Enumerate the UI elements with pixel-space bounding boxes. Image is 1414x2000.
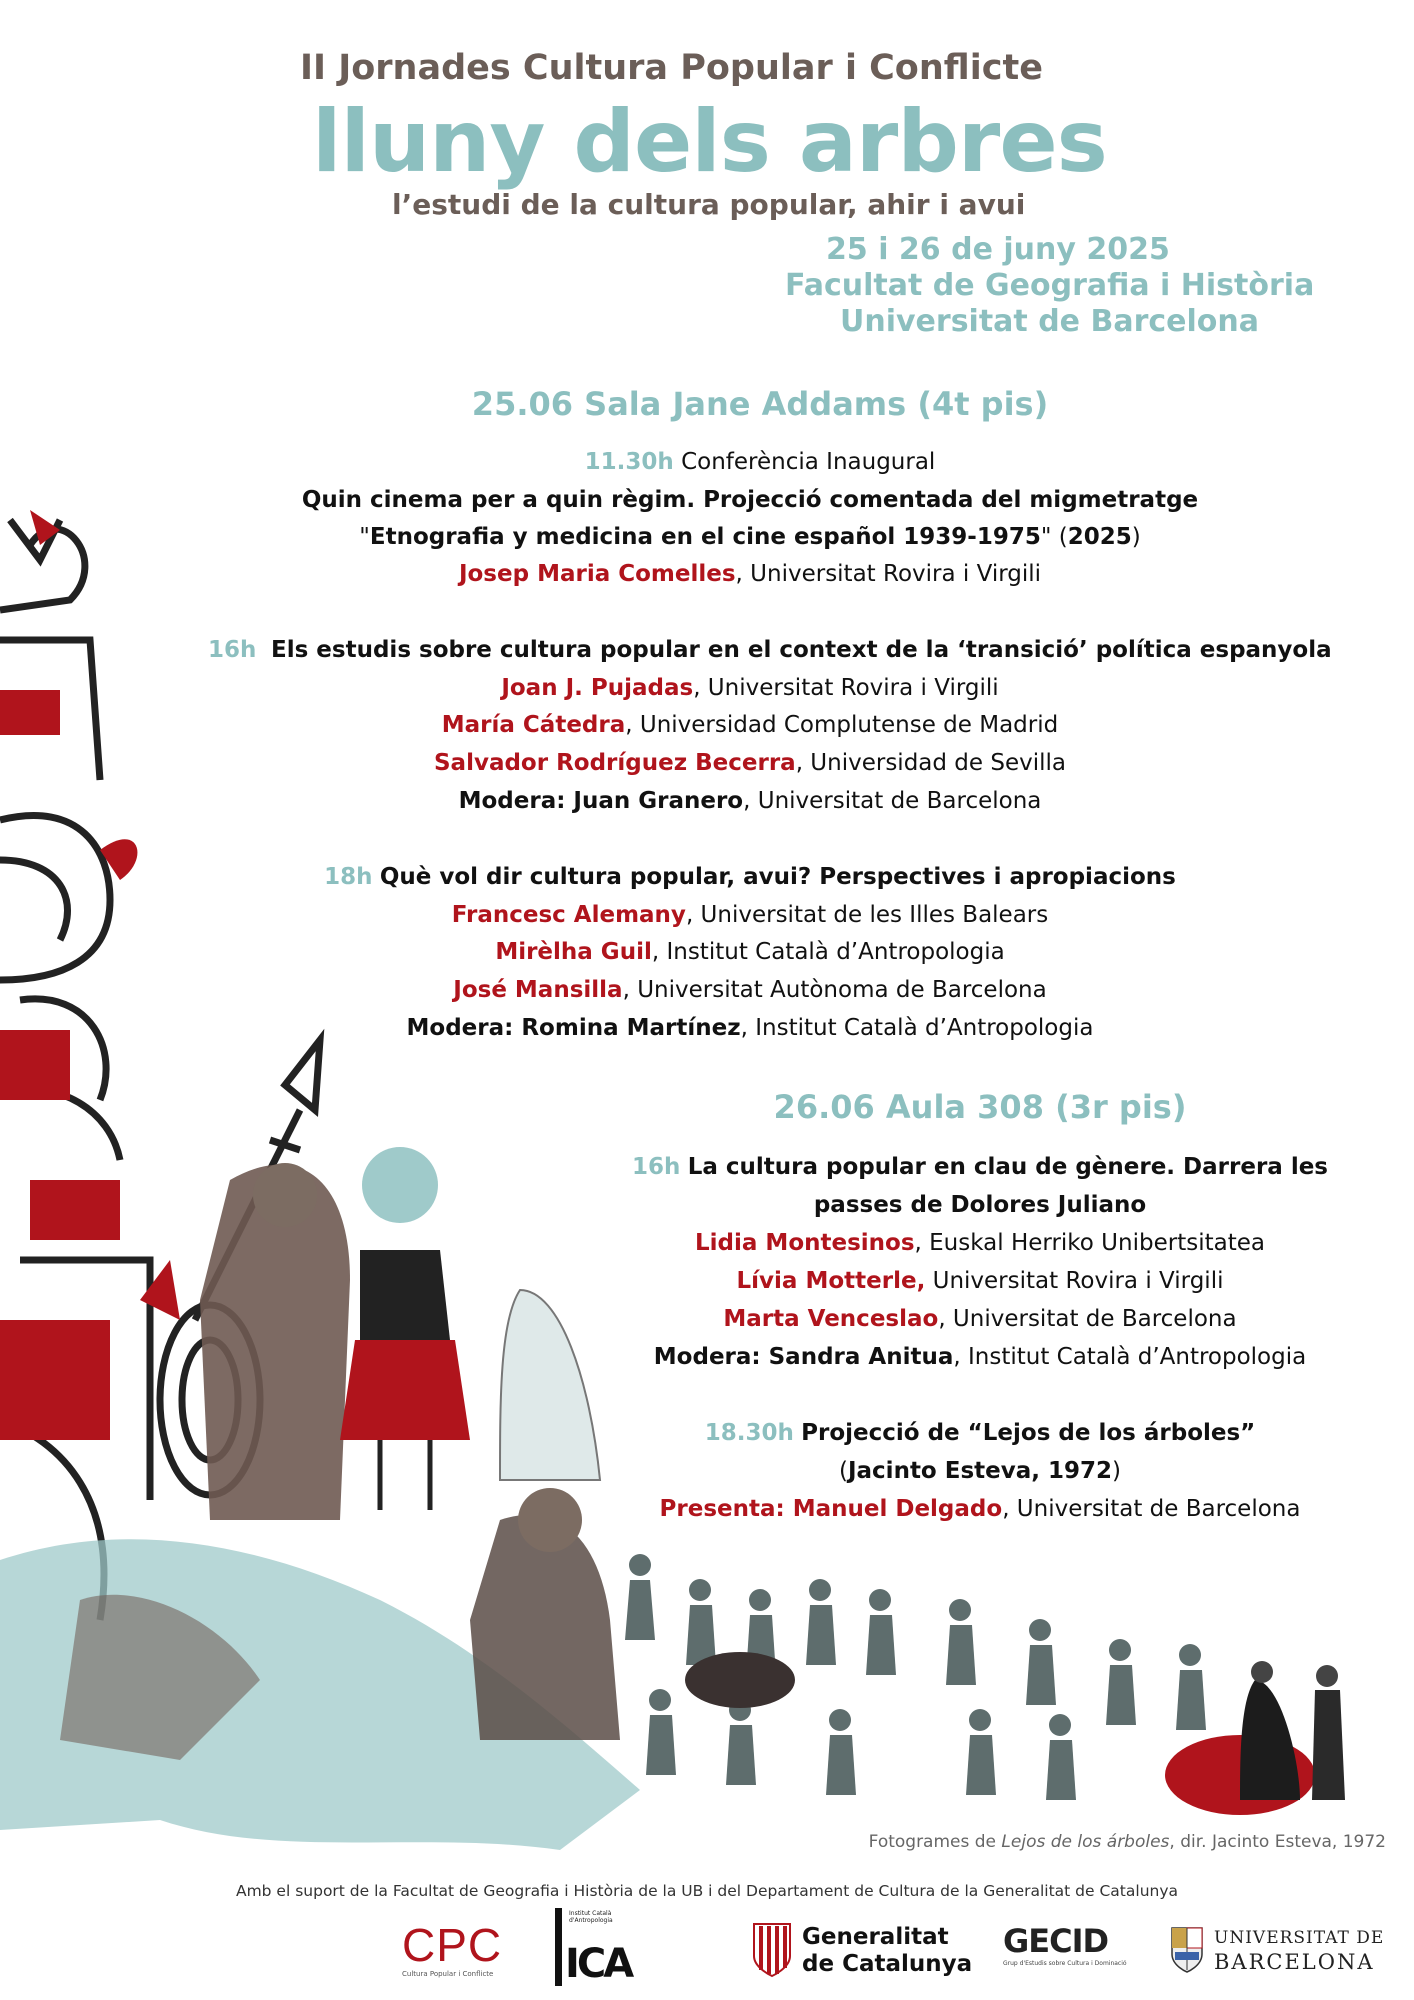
speaker-line [250,937,1250,967]
speaker-name: Lívia Motterle, [736,1268,926,1294]
session-title: Els estudis sobre cultura popular en el context de la ‘transició’ política espanyola [271,637,1332,663]
session-time: 16h [631,1154,681,1180]
film-paren-close: ) [1131,524,1141,550]
session-header [208,635,1358,665]
generalitat-senyera-icon [752,1922,792,1978]
moderator-affiliation: , Institut Català d’Antropologia [740,1015,1094,1041]
speaker-affiliation: , Universitat de Barcelona [938,1306,1237,1332]
generalitat-line1: Generalitat [802,1924,949,1950]
moderator-name: Modera: Sandra Anitua [653,1344,954,1370]
speaker-affiliation: , Universidad de Sevilla [795,750,1066,776]
speaker-line [600,1304,1360,1334]
speaker-affiliation: , Universitat Autònoma de Barcelona [622,977,1047,1003]
generalitat-line2: de Catalunya [802,1951,973,1977]
speaker-affiliation: , Universitat Rovira i Virgili [735,561,1042,587]
speaker-name: Francesc Alemany [451,902,686,928]
day2-heading: 26.06 Aula 308 (3r pis) [773,1088,1187,1126]
session-time: 18h [324,864,373,890]
session-time: 16h [208,637,257,663]
credit-paren-close: ) [1112,1458,1121,1484]
speaker-name: Joan J. Pujadas [501,675,694,701]
ub-line1: UNIVERSITAT DE [1214,1928,1385,1948]
presenter-name: Presenta: Manuel Delgado [659,1496,1003,1522]
ica-logo-bar [555,1908,562,1986]
cpc-logo-text: CPC [402,1919,503,1971]
ub-logo [1170,1918,1400,1984]
speaker-affiliation: , Universitat de les Illes Balears [685,902,1049,928]
ica-logo-text: ICA [565,1941,632,1987]
ub-shield-icon [1170,1924,1204,1974]
gecid-logo [1003,1922,1127,1982]
film-title: Etnografia y medicina en el cine español 1939-1975 [369,524,1041,550]
moderator-line [600,1342,1360,1372]
session-title-line1: La cultura popular en clau de gènere. Darrera les [687,1154,1328,1180]
speaker-line [600,1228,1360,1258]
speaker-name: Mirèlha Guil [495,939,652,965]
speaker-name: Lidia Montesinos [695,1230,915,1256]
film-quote-open: " [359,524,370,550]
moderator-affiliation: , Institut Català d’Antropologia [953,1344,1307,1370]
speaker-name: José Mansilla [453,977,623,1003]
moderator-name: Modera: Romina Martínez [406,1015,741,1041]
speaker-line [250,748,1250,778]
speaker-name: Marta Venceslao [723,1306,939,1332]
ub-line2: BARCELONA [1214,1950,1375,1974]
film-year: 2025 [1067,524,1132,550]
series-title: II Jornades Cultura Popular i Conflicte [300,48,1043,88]
presenter-affiliation: , Universitat de Barcelona [1002,1496,1301,1522]
speaker-affiliation: Universitat Rovira i Virgili [925,1268,1224,1294]
session-title: Què vol dir cultura popular, avui? Perspectives i apropiacions [379,864,1176,890]
speaker-line [250,673,1250,703]
speaker-affiliation: , Institut Català d’Antropologia [651,939,1005,965]
presenter-line [600,1494,1360,1524]
session-header [250,862,1250,892]
photo-caption [869,1832,1386,1852]
speaker-affiliation: , Universidad Complutense de Madrid [625,712,1059,738]
day1-heading: 25.06 Sala Jane Addams (4t pis) [471,385,1049,423]
speaker-affiliation: , Euskal Herriko Unibertsitatea [914,1230,1265,1256]
session-header [600,1418,1360,1448]
caption-film-title: Lejos de los árboles [1001,1832,1170,1852]
cpc-logo [402,1920,522,1990]
session-time: 11.30h [584,449,674,475]
session-header [600,1152,1360,1182]
session-time: 18.30h [704,1420,794,1446]
speaker-name: María Cátedra [441,712,626,738]
film-credit-line [600,1456,1360,1486]
moderator-line [250,786,1250,816]
speaker-line [250,710,1250,740]
speaker-name: Salvador Rodríguez Becerra [433,750,796,776]
venue-faculty: Facultat de Geografia i Història [785,268,1315,303]
venue-university: Universitat de Barcelona [840,304,1260,339]
speaker-affiliation: , Universitat Rovira i Virgili [693,675,999,701]
gecid-logo-text: GECID [1003,1922,1109,1960]
gecid-logo-subtitle: Grup d'Estudis sobre Cultura i Dominació [1003,1960,1127,1967]
speaker-line [250,975,1250,1005]
ica-logo-subtitle: Institut Català d'Antropologia [569,1910,613,1924]
ica-logo [555,1908,635,1988]
session-title-line2: passes de Dolores Juliano [813,1192,1147,1218]
session-title: Quin cinema per a quin règim. Projecció comentada del migmetratge [301,487,1199,513]
main-title: lluny dels arbres [312,92,1107,192]
generalitat-logo [752,1918,973,1982]
film-line [250,522,1250,552]
speaker-line [250,900,1250,930]
caption-suffix: , dir. Jacinto Esteva, 1972 [1169,1832,1386,1852]
speaker-line [250,559,1250,589]
credit-paren-open: ( [838,1458,848,1484]
film-credit: Jacinto Esteva, 1972 [847,1458,1113,1484]
film-quote-close: " ( [1040,524,1068,550]
moderator-affiliation: , Universitat de Barcelona [743,788,1042,814]
cpc-logo-subtitle: Cultura Popular i Conflicte [402,1970,494,1978]
support-statement: Amb el suport de la Facultat de Geografia i Història de la UB i del Departament de Cultura de la Generalitat de Catalunya [235,1882,1179,1900]
moderator-line [250,1013,1250,1043]
subtitle: l’estudi de la cultura popular, ahir i avui [392,188,1026,221]
session-title: Projecció de “Lejos de los árboles” [801,1420,1256,1446]
session-header [300,447,1220,477]
caption-prefix: Fotogrames de [868,1832,1002,1852]
speaker-name: Josep Maria Comelles [458,561,736,587]
event-dates: 25 i 26 de juny 2025 [826,232,1170,267]
moderator-name: Modera: Juan Granero [458,788,744,814]
session-type: Conferència Inaugural [681,449,936,475]
speaker-line [600,1266,1360,1296]
